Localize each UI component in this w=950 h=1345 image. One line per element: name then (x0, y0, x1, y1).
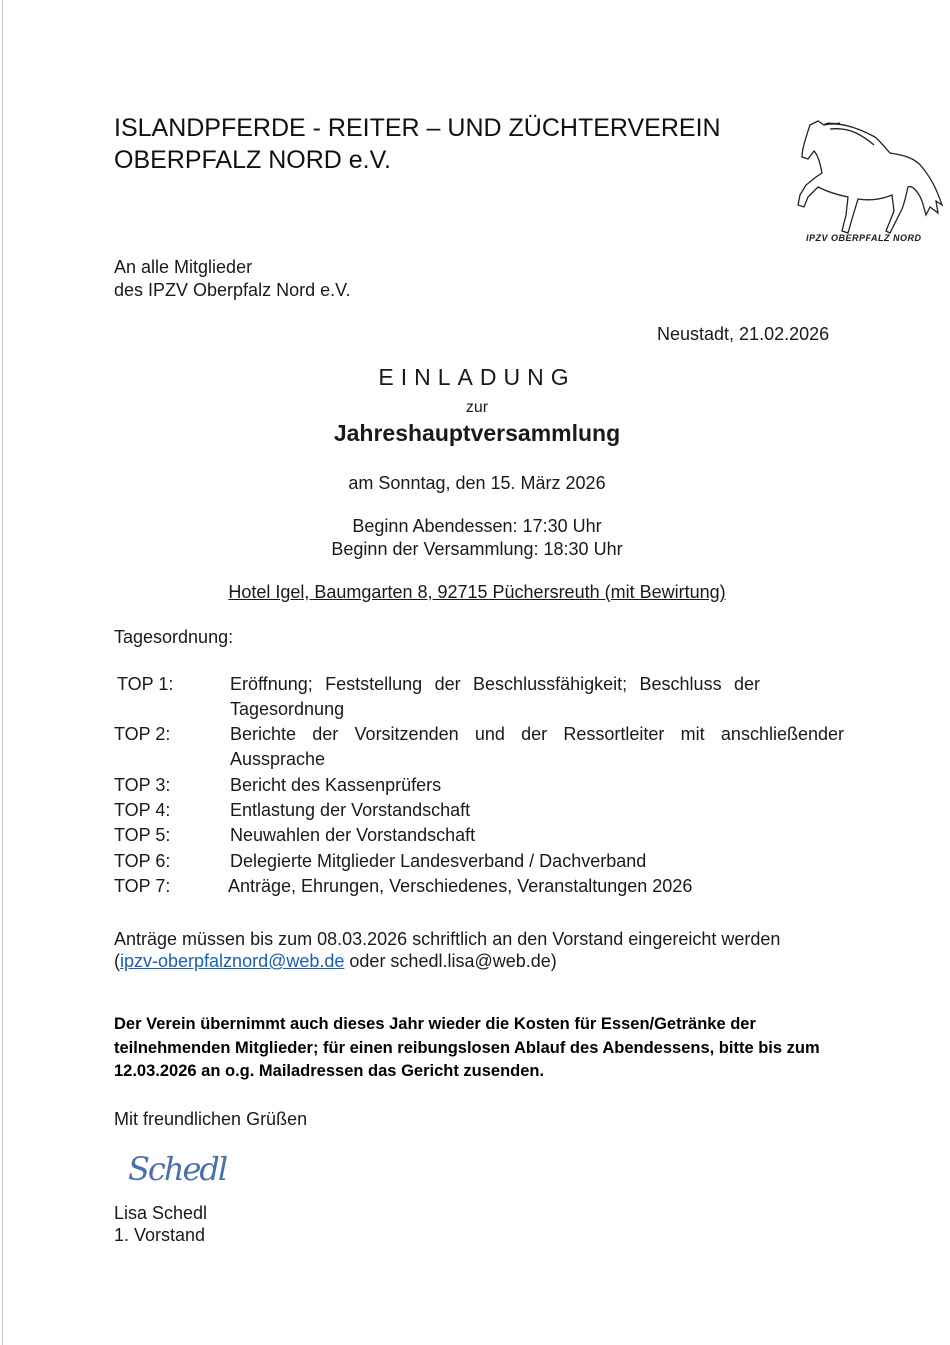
place-date: Neustadt, 21.02.2026 (657, 324, 830, 344)
agenda-item-label: TOP 1: (117, 674, 174, 694)
signer-name: Lisa Schedl (114, 1203, 208, 1223)
org-line-2: OBERPFALZ NORD e.V. (114, 146, 391, 174)
signature: Schedl (128, 1150, 227, 1188)
signer-role: 1. Vorstand (114, 1225, 206, 1245)
agenda-item-text: Delegierte Mitglieder Landesverband / Dachverband (230, 851, 647, 871)
agenda-item-label: TOP 3: (114, 775, 171, 795)
agenda-item (114, 798, 844, 823)
recipient-line-1: An alle Mitglieder (114, 257, 253, 277)
recipient-line-2: des IPZV Oberpfalz Nord e.V. (114, 280, 351, 300)
agenda-item-text: Neuwahlen der Vorstandschaft (230, 825, 476, 845)
logo-text: IPZV OBERPFALZ NORD (806, 233, 922, 243)
dinner-time: Beginn Abendessen: 17:30 Uhr (352, 516, 602, 536)
agenda-item-label: TOP 5: (114, 825, 171, 845)
agenda-item (114, 874, 844, 899)
agenda-item-text: Anträge, Ehrungen, Verschiedenes, Veranstaltungen 2026 (228, 876, 693, 896)
greeting: Mit freundlichen Grüßen (114, 1109, 308, 1129)
agenda-item (114, 823, 844, 848)
paren-open: ( (114, 951, 120, 971)
event-date: am Sonntag, den 15. März 2026 (348, 473, 606, 493)
invitation-heading: EINLADUNG (378, 364, 576, 390)
agenda-item-text: Bericht des Kassenprüfers (230, 775, 442, 795)
agenda-item-label: TOP 6: (114, 851, 171, 871)
page-edge (2, 0, 3, 1345)
event-title: Jahreshauptversammlung (333, 420, 621, 446)
agenda-item-text: Eröffnung; Feststellung der Beschlussfähigkeit; Beschluss der Tagesordnung (230, 674, 760, 719)
agenda-item (114, 773, 844, 798)
agenda-item (114, 672, 844, 722)
email-alt: oder schedl.lisa@web.de) (344, 951, 557, 971)
meeting-time: Beginn der Versammlung: 18:30 Uhr (331, 539, 623, 559)
organization-name (114, 112, 721, 176)
agenda-item-text: Berichte der Vorsitzenden und der Ressortleiter mit anschließender Aussprache (230, 724, 844, 769)
email-link[interactable]: ipzv-oberpfalznord@web.de (120, 951, 345, 971)
agenda-item-label: TOP 4: (114, 800, 171, 820)
agenda-item (114, 722, 844, 772)
motions-contact (114, 950, 557, 972)
agenda-item-text: Entlastung der Vorstandschaft (230, 800, 471, 820)
invitation-zur: zur (465, 399, 489, 416)
agenda-item-label: TOP 7: (114, 876, 171, 896)
agenda-item (114, 849, 844, 874)
horse-logo (790, 115, 945, 250)
venue: Hotel Igel, Baumgarten 8, 92715 Püchersreuth (mit Bewirtung) (228, 582, 726, 602)
motions-deadline: Anträge müssen bis zum 08.03.2026 schriftlich an den Vorstand eingereicht werden (114, 929, 781, 949)
org-line-1: ISLANDPFERDE - REITER – UND ZÜCHTERVEREIN (114, 114, 721, 142)
meal-notice: Der Verein übernimmt auch dieses Jahr wieder die Kosten für Essen/Getränke der teilnehmenden Mitglieder; für einen reibungslosen Ablauf des Abendessens, bitte bis zum 12.03.2026 an o.g. Mailadressen das Gericht zusenden. (114, 1015, 820, 1080)
agenda-label: Tagesordnung: (114, 627, 234, 647)
agenda-item-label: TOP 2: (114, 724, 171, 744)
